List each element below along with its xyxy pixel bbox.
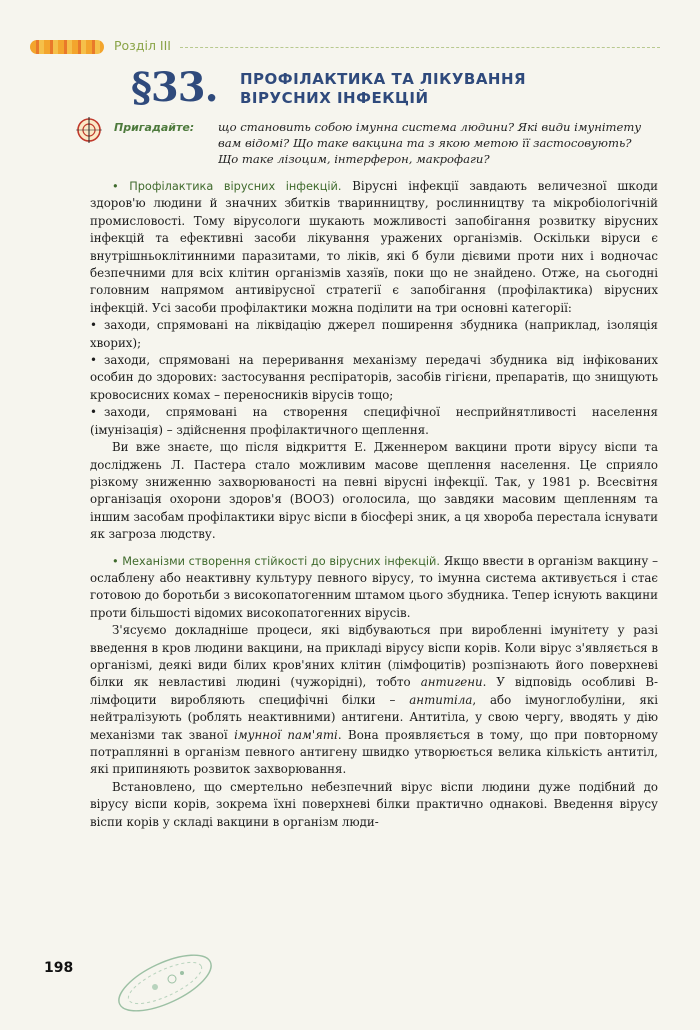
paragraph-number: §33. xyxy=(131,64,218,111)
subheading-mechanisms: • Механізми створення стійкості до вірусних інфекцій. xyxy=(112,554,440,568)
remind-line: Що таке лізоцим, інтерферон, макрофаги? xyxy=(218,152,490,166)
remind-label: Пригадайте: xyxy=(114,121,195,134)
paragraph: Встановлено, що смертельно небезпечний вірус віспи людини дуже подібний до вірусу віспи корів, зокрема їхні поверхневі білки практично однакові. Введення вірусу віспи корів у складі вакцини в організм люди- xyxy=(90,779,658,829)
remind-line: що становить собою імунна система людини? Які види імунітету xyxy=(218,120,642,134)
term-antigens: антигени xyxy=(420,675,483,690)
term-immune-memory: імунної пам'яті xyxy=(234,727,338,742)
paragraph-title-line2: ВІРУСНИХ ІНФЕКЦІЙ xyxy=(240,89,429,107)
paragraph: З'ясуємо докладніше процеси, які відбуваються при виробленні імунітету у разі введення в кров людини вакцини, на прикладі вірусу віспи корів. Коли вірус з'являється в організмі, деякі види білих кров'яних клітин (лімфоцитів) розпізнають його поверхневі білки як невластиві людині (чужорідні), тобто антигени. У відповідь особливі В-лімфоцити виробляють специфічні білки – антитіла, або імуноглобуліни, які нейтралізують (роблять неактивними) антигени. Антитіла, у свою чергу, вводять у дію механізми так званої імунної пам'яті. Вона проявляється в тому, що при повторному потраплянні в організм певного антигену швидко утворюється велика кількість антитіл, які припиняють розвиток захворювання. xyxy=(90,623,659,777)
remind-target-icon xyxy=(76,117,102,143)
list-item: • заходи, спрямовані на переривання механізму передачі збудника від інфікованих особин до здорових: застосування респіраторів, засобів гігієни, препаратів, що знищують кровосисних комах – переносників вірусів тощо; xyxy=(90,353,658,402)
page-number: 198 xyxy=(44,960,74,976)
header-rule xyxy=(180,47,660,48)
list-item: • заходи, спрямовані на створення специфічної несприйнятливості населення (імунізація) – здійснення профілактичного щеплення. xyxy=(90,405,658,437)
paragraph xyxy=(90,553,658,623)
cell-sketch-icon xyxy=(110,945,220,1015)
bullet-icon: • xyxy=(90,318,97,333)
paragraph-title xyxy=(240,70,640,108)
paragraph: Ви вже знаєте, що після відкриття Е. Дженнером вакцини проти вірусу віспи та досліджень Л. Пастера стало можливим масове щеплення населення. Це сприяло різкому зниженню захворюваності на певні вірусні інфекції. Так, у 1981 р. Всесвітня організація охорони здоров'я (ВООЗ) оголосила, що завдяки масовим щепленням та іншим засобам профілактики вірус віспи в біосфері зник, а ця хвороба перестала існувати як загроза людству. xyxy=(90,440,658,542)
remind-questions xyxy=(218,119,658,167)
term-antibodies: антитіла xyxy=(409,692,473,707)
header-ornament xyxy=(30,40,104,54)
page-header xyxy=(30,38,660,60)
remind-line: вам відомі? Що таке вакцина та з якою метою її застосовують? xyxy=(218,136,632,150)
subheading-prevention: • Профілактика вірусних інфекцій. xyxy=(112,180,342,193)
bullet-icon: • xyxy=(90,353,97,368)
bullet-icon: • xyxy=(90,405,97,420)
text-run: Вірусні інфекції завдають величезної шкоди здоров'ю людини й значних збитків тваринництву, рослинництву та мікробіологічній промисловості. Тому вірусологи шукають можливості запобігання розвитку вірусних інфекцій та ефективні засоби лікування уражених організмів. Оскільки віруси є внутрішньоклітинними паразитами, то ліків, які б були дієвими проти них і водночас безпечними для всіх клітин організмів хазяїв, поки що не знайдено. Отже, на сьогодні головним напрямом антивірусної стратегії є запобігання (профілактика) вірусних інфекцій. Усі засоби профілактики можна поділити на три основні категорії: xyxy=(90,179,658,315)
list-item: • заходи, спрямовані на ліквідацію джерел поширення збудника (наприклад, ізоляція хворих); xyxy=(90,318,658,350)
text-run: Якщо ввести в організм вакцину – ослаблену або неактивну культуру певного вірусу, то імунна система активується і стає готовою до боротьби з високопатогенним штамом цього збудника. Тепер існують вакцини проти більшості відомих високопатогенних вірусів. xyxy=(90,553,658,620)
paragraph-title-line1: ПРОФІЛАКТИКА ТА ЛІКУВАННЯ xyxy=(240,70,527,88)
section-label: Розділ ІІІ xyxy=(114,38,171,53)
paragraph xyxy=(90,178,658,317)
main-text xyxy=(90,178,658,831)
